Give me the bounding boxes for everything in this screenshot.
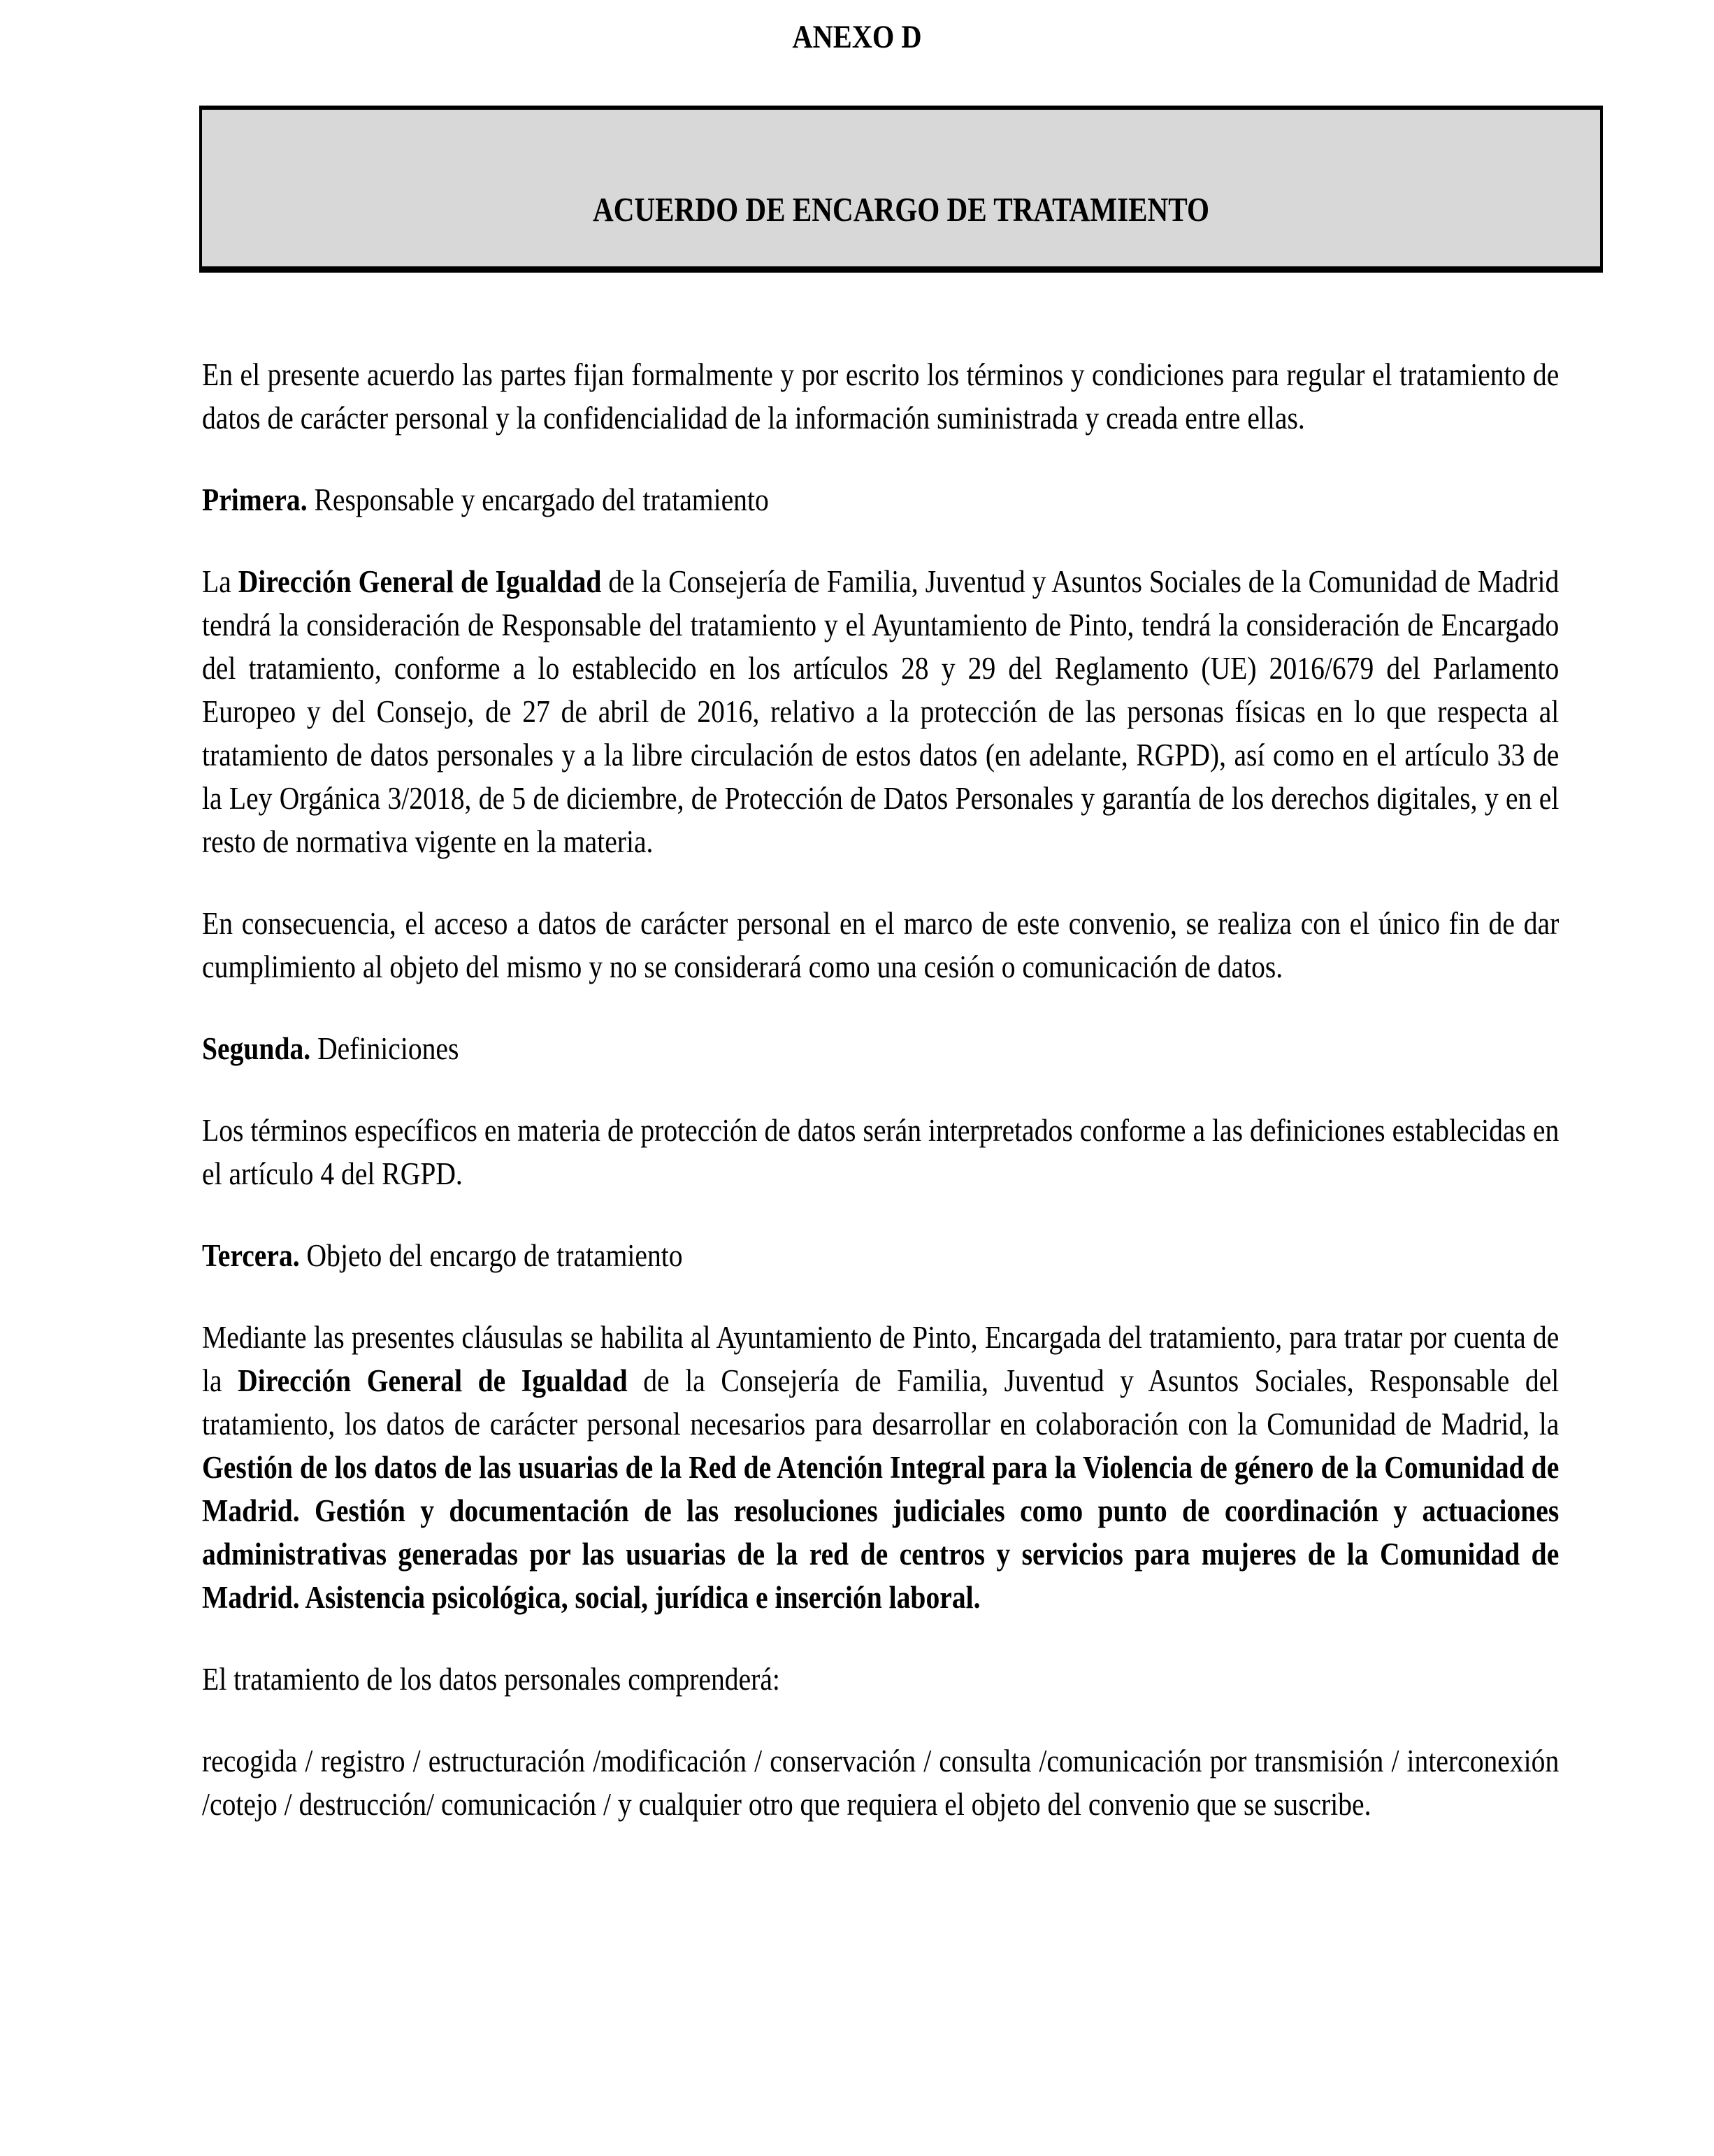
paragraph-responsable-seg1: La (202, 564, 238, 599)
section-heading-segunda (202, 1027, 1559, 1070)
section-number-segunda: Segunda. (202, 1031, 311, 1066)
section-heading-primera (202, 478, 1559, 522)
document-body (202, 353, 1559, 1826)
paragraph-mediante-seg2: de la Consejería de Familia, Juventud y Asuntos Sociales, Responsable del tratamiento, los datos de carácter personal necesarios para desarrollar en colaboración con la Comunidad de Madrid, la (202, 1363, 1560, 1442)
title-box (199, 106, 1603, 273)
section-title-segunda: Definiciones (310, 1031, 459, 1066)
entity-direccion-general-igualdad-2: Dirección General de Igualdad (238, 1363, 628, 1398)
section-title-primera: Responsable y encargado del tratamiento (307, 482, 769, 517)
paragraph-consecuencia: En consecuencia, el acceso a datos de carácter personal en el marco de este convenio, se realiza con el único fin de dar cumplimiento al objeto del mismo y no se considerará como una cesión o comunicación de datos. (202, 906, 1560, 984)
section-heading-tercera (202, 1234, 1559, 1277)
paragraph-responsable-seg2: de la Consejería de Familia, Juventud y Asuntos Sociales de la Comunidad de Madrid tendrá la consideración de Responsable del tratamiento y el Ayuntamiento de Pinto, tendrá la consideración de Encargado del tratamiento, conforme a lo establecido en los artículos 28 y 29 del Reglamento (UE) 2016/679 del Parlamento Europeo y del Consejo, de 27 de abril de 2016, relativo a la protección de las personas físicas en lo que respecta al tratamiento de datos personales y a la libre circulación de estos datos (en adelante, RGPD), así como en el artículo 33 de la Ley Orgánica 3/2018, de 5 de diciembre, de Protección de Datos Personales y garantía de los derechos digitales, y en el resto de normativa vigente en la materia. (202, 564, 1560, 859)
paragraph-intro: En el presente acuerdo las partes fijan formalmente y por escrito los términos y condiciones para regular el tratamiento de datos de carácter personal y la confidencialidad de la información suministrada y creada entre ellas. (202, 357, 1560, 436)
agreement-title: ACUERDO DE ENCARGO DE TRATAMIENTO (592, 189, 1209, 229)
paragraph-responsable (202, 560, 1559, 863)
entity-direccion-general-igualdad: Dirección General de Igualdad (238, 564, 602, 599)
paragraph-mediante-seg1: Mediante las presentes cláusulas se habilita al Ayuntamiento de Pinto, Encargada del tratamiento, para tratar por cuenta de la (202, 1320, 1560, 1398)
objeto-encargo-bold: Gestión de los datos de las usuarias de la Red de Atención Integral para la Violencia de género de la Comunidad de Madrid. Gestión y documentación de las resoluciones judiciales como punto de coordinación y actuaciones administrativas generadas por las usuarias de la red de centros y servicios para mujeres de la Comunidad de Madrid. Asistencia psicológica, social, jurídica e inserción laboral. (202, 1450, 1560, 1615)
section-title-tercera: Objeto del encargo de tratamiento (299, 1238, 683, 1273)
annex-title: ANEXO D (792, 19, 922, 55)
paragraph-mediante (202, 1316, 1559, 1619)
paragraph-comprendera: El tratamiento de los datos personales comprenderá: (202, 1662, 780, 1697)
section-number-tercera: Tercera. (202, 1238, 300, 1273)
paragraph-operaciones: recogida / registro / estructuración /modificación / conservación / consulta /comunicación por transmisión / interconexión /cotejo / destrucción/ comunicación / y cualquier otro que requiera el objeto del convenio que se suscribe. (202, 1744, 1560, 1822)
paragraph-terminos: Los términos específicos en materia de protección de datos serán interpretados conforme a las definiciones establecidas en el artículo 4 del RGPD. (202, 1113, 1560, 1191)
section-number-primera: Primera. (202, 482, 308, 517)
